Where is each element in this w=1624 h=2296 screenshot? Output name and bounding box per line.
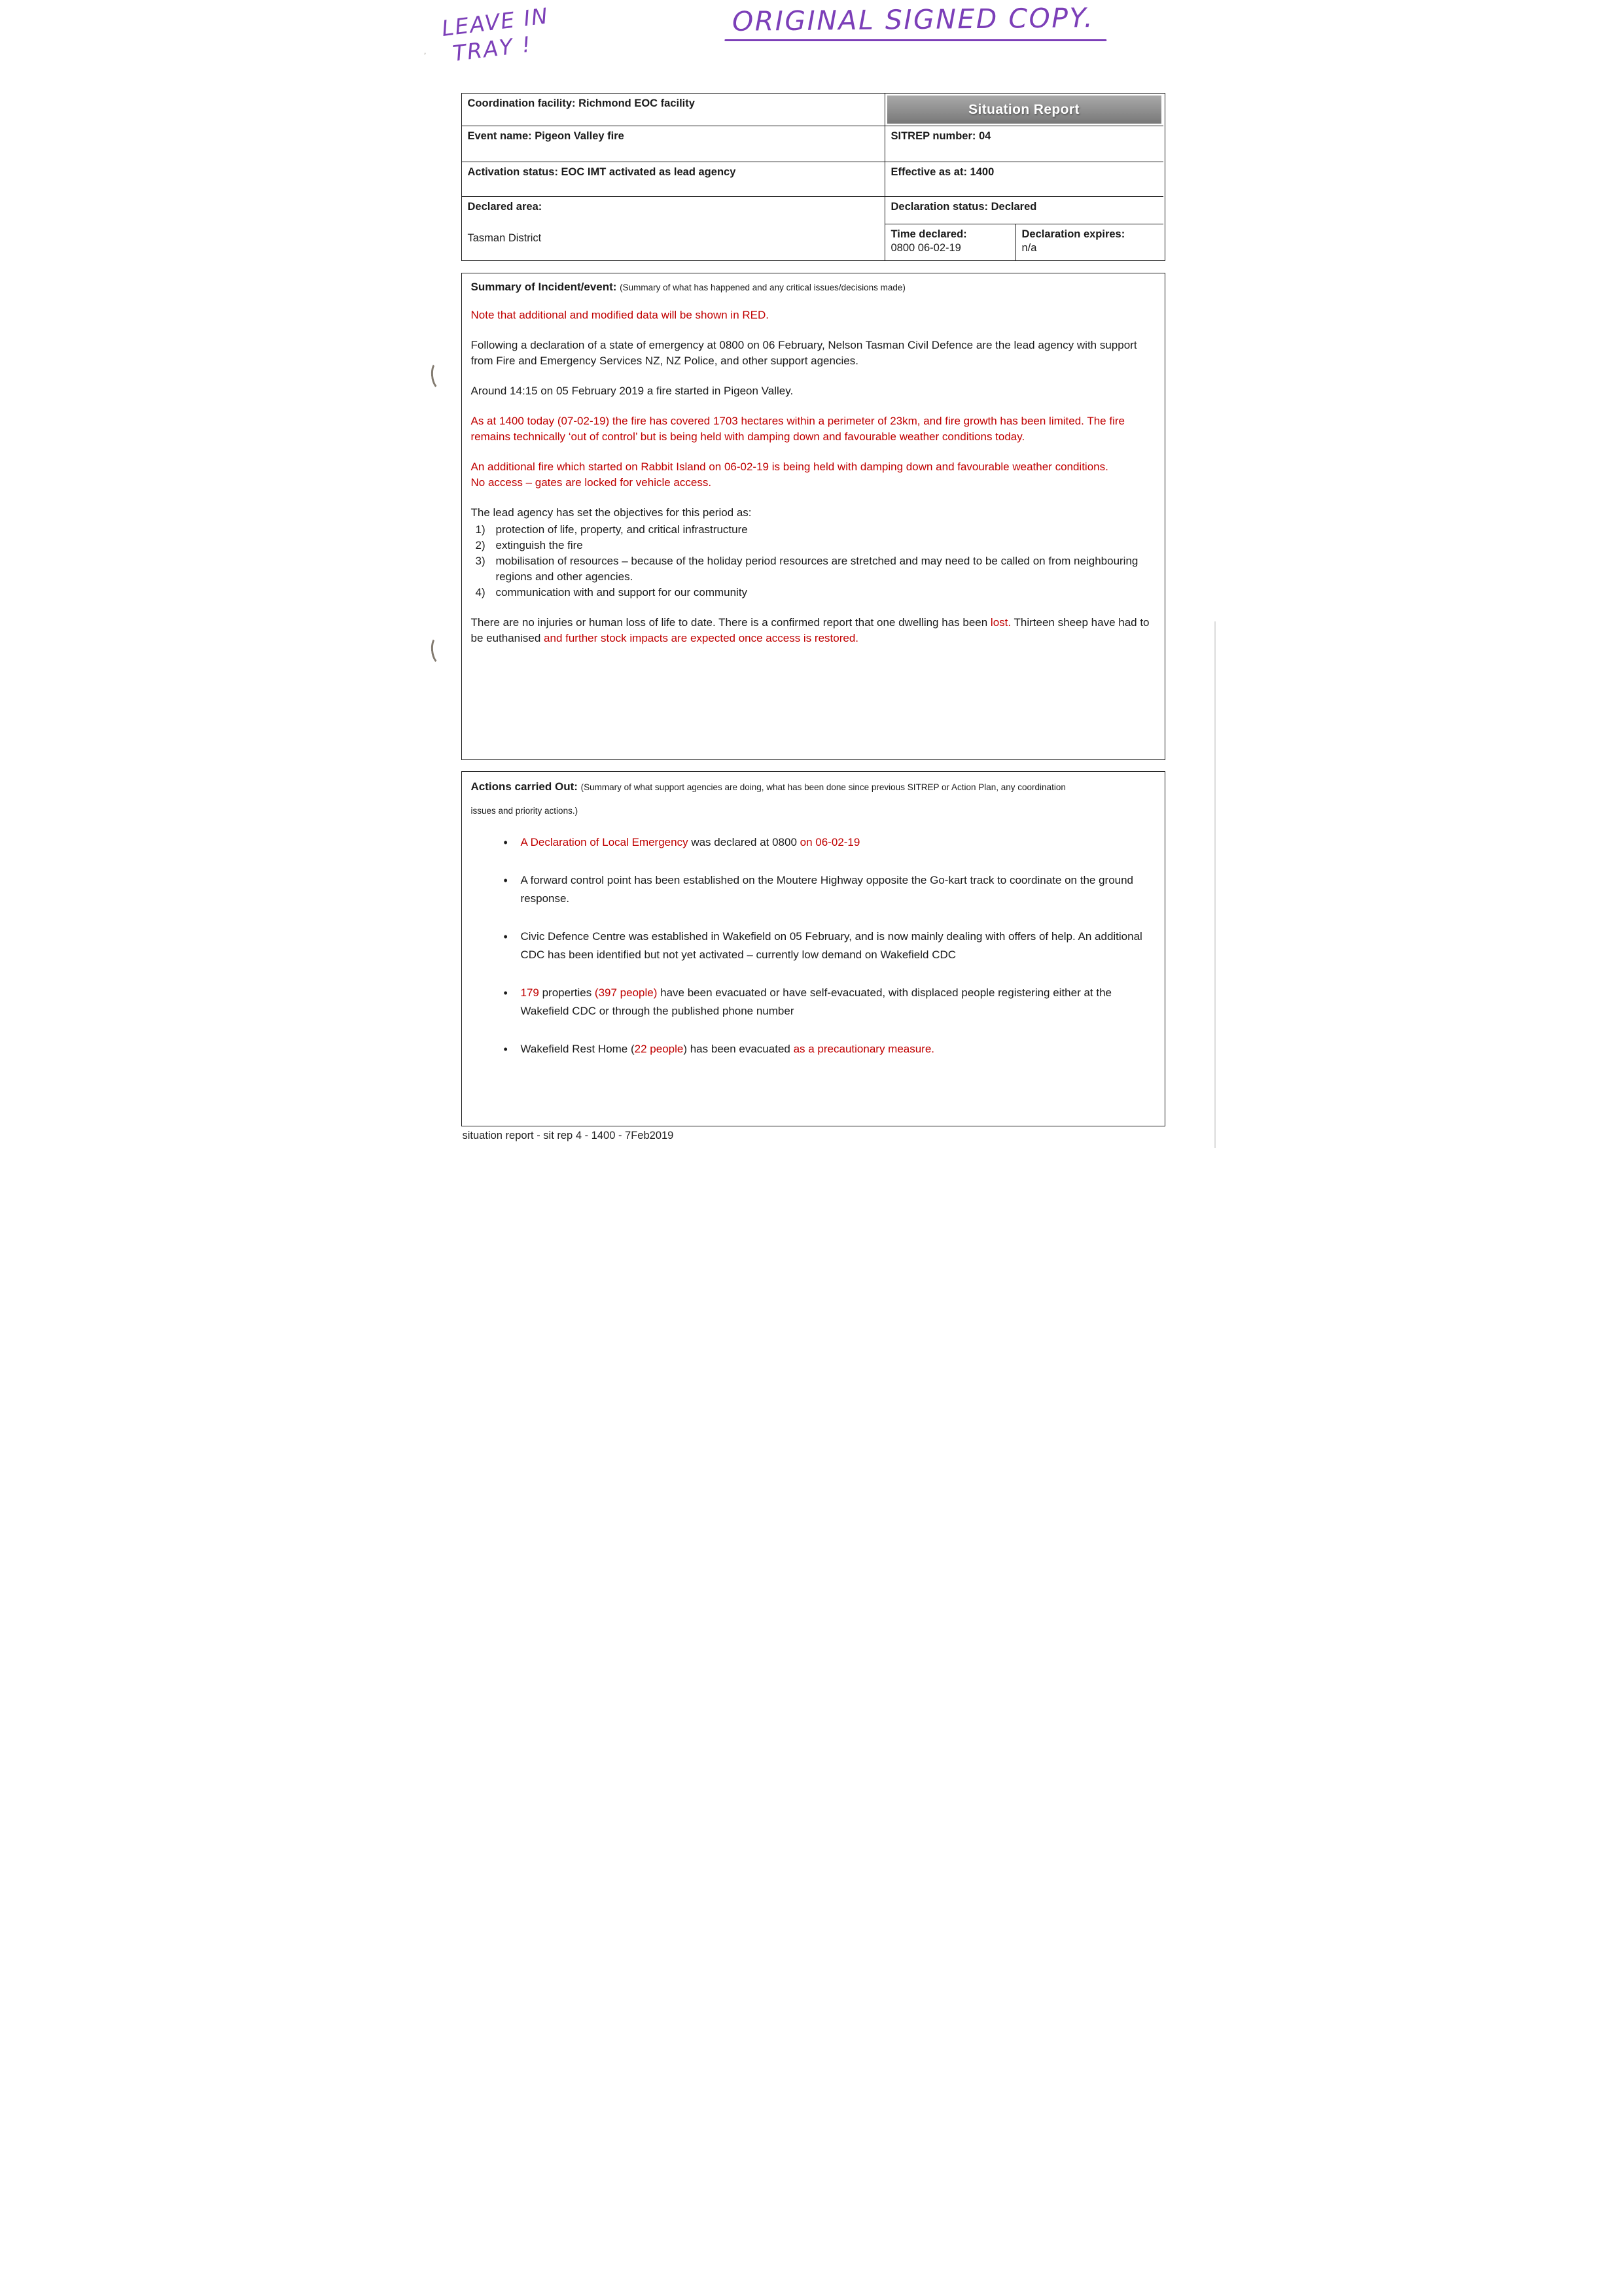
effective-as-at-text: Effective as at: 1400	[891, 166, 995, 178]
summary-paragraph-declaration: Following a declaration of a state of emergency at 0800 on 06 February, Nelson Tasman Civil Defence are the lead agency with support from Fire and Emergency Services NZ, NZ Police, and other support agencies.	[470, 339, 1137, 367]
situation-report-banner	[887, 96, 1161, 124]
action-bullet-item	[471, 928, 1156, 964]
report-title-cell	[885, 94, 1163, 126]
handwritten-underline	[724, 39, 1106, 41]
summary-heading-note: (Summary of what has happened and any critical issues/decisions made)	[620, 283, 906, 292]
summary-paragraph-no-access: No access – gates are locked for vehicle access.	[470, 476, 712, 489]
actions-heading	[471, 775, 1156, 822]
summary-paragraph-objectives-intro: The lead agency has set the objectives for this period as:	[470, 506, 752, 519]
actions-heading-title: Actions carried Out:	[470, 780, 578, 793]
declared-area-label: Declared area:	[467, 201, 542, 213]
objective-number: 2)	[475, 539, 485, 551]
sitrep-number-text: SITREP number: 04	[891, 130, 991, 142]
action-bullet-text: A forward control point has been established on the Moutere Highway opposite the Go-kart track to coordinate on the ground response.	[520, 874, 1134, 905]
activation-status-text: Activation status: EOC IMT activated as lead agency	[467, 166, 736, 178]
declared-area-value: Tasman District	[467, 232, 542, 245]
handwritten-note-leave-in-tray	[440, 3, 553, 67]
declaration-expires-value: n/a	[1021, 242, 1037, 254]
scan-artifact-page-curl	[429, 360, 448, 391]
objective-number: 3)	[475, 555, 485, 567]
summary-heading	[471, 279, 1156, 296]
document-footer: situation report - sit rep 4 - 1400 - 7Feb2019	[462, 1130, 674, 1141]
sitrep-header-table	[461, 93, 1165, 261]
report-title-text: Situation Report	[968, 101, 1080, 117]
actions-heading-note: (Summary of what support agencies are doing, what has been done since previous SITREP or Action Plan, any coordination issues and priority actions.)	[470, 782, 1066, 816]
declared-area-cell	[462, 197, 885, 260]
event-name-text: Event name: Pigeon Valley fire	[467, 130, 624, 142]
objective-item	[476, 522, 1156, 538]
declaration-expires-cell	[1016, 224, 1163, 260]
handwriting-text: ORIGINAL SIGNED COPY.	[732, 2, 1095, 37]
objective-item	[476, 553, 1156, 585]
scan-artifact-corner-mark: ‚	[423, 45, 427, 56]
declaration-status-text: Declaration status: Declared	[891, 201, 1037, 213]
time-declared-label: Time declared:	[891, 228, 967, 240]
actions-section	[461, 771, 1165, 1126]
scan-artifact-edge-line	[1214, 621, 1216, 1148]
action-bullet-item	[471, 833, 1156, 852]
objective-text: extinguish the fire	[495, 539, 583, 551]
objective-item	[476, 585, 1156, 600]
action-bullet-text: 179 properties (397 people) have been evacuated or have self-evacuated, with displaced people registering either at the Wakefield CDC or through the published phone number	[520, 986, 1112, 1018]
handwriting-line-1: LEAVE IN	[440, 3, 550, 42]
action-bullet-text: Wakefield Rest Home (22 people) has been evacuated as a precautionary measure.	[520, 1043, 935, 1056]
summary-heading-title: Summary of Incident/event:	[470, 281, 617, 293]
declaration-expires-label: Declaration expires:	[1021, 228, 1125, 240]
handwriting-line-2: TRAY !	[451, 31, 533, 66]
summary-section	[461, 273, 1165, 760]
scan-artifact-page-curl	[429, 635, 448, 665]
activation-status-cell	[462, 162, 885, 197]
action-bullet-item	[471, 1040, 1156, 1058]
coordination-facility-text: Coordination facility: Richmond EOC facility	[467, 97, 695, 109]
time-declared-value: 0800 06-02-19	[891, 242, 961, 254]
bullet-icon: •	[503, 986, 508, 1000]
summary-paragraph-rabbit-island: An additional fire which started on Rabbit Island on 06-02-19 is being held with damping down and favourable weather conditions.	[470, 461, 1108, 473]
summary-paragraph-note-red: Note that additional and modified data will be shown in RED.	[470, 309, 769, 321]
bullet-icon: •	[503, 836, 508, 850]
event-name-cell	[462, 126, 885, 162]
objective-number: 1)	[475, 523, 485, 536]
action-bullet-item	[471, 871, 1156, 908]
bullet-icon: •	[503, 930, 508, 944]
action-bullet-text: Civic Defence Centre was established in Wakefield on 05 February, and is now mainly dealing with offers of help. An additional CDC has been identified but not yet activated – currently low demand on Wakefield CDC	[520, 930, 1142, 962]
objective-text: mobilisation of resources – because of the holiday period resources are stretched and may need to be called on from neighbouring regions and other agencies.	[495, 555, 1139, 583]
bullet-icon: •	[503, 874, 508, 888]
handwritten-note-original-signed-copy	[732, 2, 1094, 37]
coordination-facility-cell	[462, 94, 885, 126]
summary-paragraph-fire-status: As at 1400 today (07-02-19) the fire has covered 1703 hectares within a perimeter of 23km, and fire growth has been limited. The fire remains technically ‘out of control’ but is being held with damping down and favourable weather conditions today.	[470, 415, 1125, 443]
declaration-status-cell	[885, 197, 1163, 224]
objective-text: protection of life, property, and critical infrastructure	[495, 523, 748, 536]
time-declared-cell	[885, 224, 1016, 260]
objectives-list	[476, 522, 1156, 600]
action-bullet-text: A Declaration of Local Emergency was declared at 0800 on 06-02-19	[520, 836, 860, 849]
action-bullet-item	[471, 984, 1156, 1020]
summary-paragraph-impacts: There are no injuries or human loss of life to date. There is a confirmed report that one dwelling has been lost. Thirteen sheep have had to be euthanised and further stock impacts are expected once access is restored.	[470, 616, 1150, 644]
effective-as-at-cell	[885, 162, 1163, 197]
bullet-icon: •	[503, 1043, 508, 1056]
scanned-sitrep-document	[406, 0, 1218, 1148]
actions-bullet-list	[471, 833, 1156, 1058]
objective-text: communication with and support for our community	[495, 586, 748, 599]
sitrep-number-cell	[885, 126, 1163, 162]
objective-item	[476, 538, 1156, 553]
summary-paragraph-fire-start: Around 14:15 on 05 February 2019 a fire started in Pigeon Valley.	[470, 385, 794, 397]
objective-number: 4)	[475, 586, 485, 599]
